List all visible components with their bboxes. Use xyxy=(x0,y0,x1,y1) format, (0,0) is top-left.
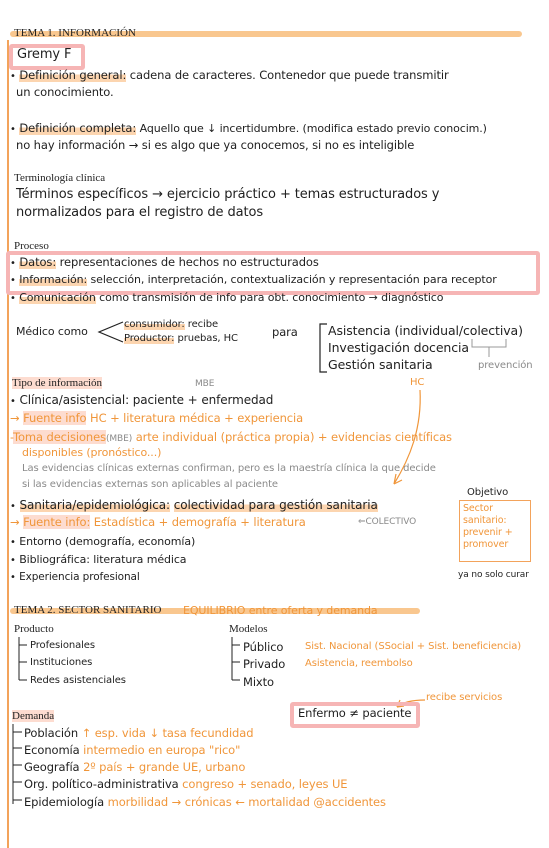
clinica-text: paciente + enfermedad xyxy=(132,393,274,407)
def-completa-text2: no hay información → si es algo que ya conocemos, si no es inteligible xyxy=(16,138,415,152)
consumidor-line xyxy=(124,319,218,330)
medico-brace-icon xyxy=(95,318,125,346)
consumidor-text: recibe xyxy=(187,319,219,330)
toma-line: -Toma decisiones(MBE) arte individual (práctica propia) + evidencias científicas xyxy=(10,430,452,444)
prevencion-arrow-icon xyxy=(470,337,510,359)
def-general-line: • Definición general: cadena de caracteres. Contenedor que puede transmitir xyxy=(10,68,449,82)
mbe-small: MBE xyxy=(195,379,215,389)
producto-title: Producto xyxy=(14,623,54,635)
toma-text2: disponibles (pronóstico...) xyxy=(22,446,162,459)
ya-no-solo-curar: ya no solo curar xyxy=(458,570,529,580)
asistencia: Asistencia (individual/colectiva) xyxy=(328,323,523,338)
toma-mbe: (MBE) xyxy=(105,434,133,444)
entorno-text: Entorno (demografía, economía) xyxy=(19,535,196,548)
medico-label: Médico como xyxy=(16,325,88,338)
publico-desc: Sist. Nacional (SSocial + Sist. beneficiencia) xyxy=(305,641,522,652)
def-general-text2: un conocimiento. xyxy=(16,85,114,99)
tipo-title: Tipo de información xyxy=(12,377,103,389)
com-line: • Comunicación como transmisión de info para obt. conocimiento → diagnóstico xyxy=(10,291,444,304)
info-text: selección, interpretación, contextualización y representación para receptor xyxy=(90,273,497,286)
fuente1-label: Fuente info xyxy=(23,411,87,425)
demanda-label-3: Org. político-administrativa xyxy=(24,777,179,791)
fuente1-line: → Fuente info HC + literatura médica + experiencia xyxy=(10,411,304,425)
toma-text: arte individual (práctica propia) + evidencias científicas xyxy=(135,430,452,444)
modelos-title: Modelos xyxy=(229,623,268,635)
producto-item-0: Profesionales xyxy=(30,640,95,651)
demanda-row-4 xyxy=(24,795,386,809)
sanitaria-text: colectividad para gestión sanitaria xyxy=(173,498,378,512)
demanda-row-2 xyxy=(24,760,245,774)
fuente2-line: → Fuente info: Estadística + demografía + literatura xyxy=(10,515,306,529)
fuente2-label: Fuente info: xyxy=(23,515,91,529)
demanda-label-4: Epidemiología xyxy=(24,795,105,809)
demanda-desc-3: congreso + senado, leyes UE xyxy=(182,777,348,791)
productor-text: pruebas, HC xyxy=(177,333,238,344)
productor-line xyxy=(124,333,238,344)
producto-tree-icon xyxy=(17,637,29,683)
demanda-row-0 xyxy=(24,726,253,740)
objetivo-box xyxy=(459,500,531,562)
objetivo-box-text: Sector sanitario: prevenir + promover xyxy=(463,503,513,550)
def-completa-text: Aquello que ↓ incertidumbre. (modifica estado previo conocim.) xyxy=(139,122,487,135)
com-text: como transmisión de info para obt. conocimiento → diagnóstico xyxy=(99,291,444,304)
terminologia-line2: normalizados para el registro de datos xyxy=(16,205,264,220)
recibe-servicios: recibe servicios xyxy=(426,692,503,703)
experiencia-line: • Experiencia profesional xyxy=(10,571,140,583)
demanda-desc-1: intermedio en europa "rico" xyxy=(83,743,241,757)
gestion: Gestión sanitaria xyxy=(328,357,433,372)
demanda-title: Demanda xyxy=(12,710,55,722)
info-line: • Información: selección, interpretación, contextualización y representación para receptor xyxy=(10,273,497,286)
info-label: Información: xyxy=(19,273,88,286)
objetivo-label: Objetivo xyxy=(467,487,509,498)
toma-label: Toma decisiones xyxy=(13,430,106,444)
datos-text: representaciones de hechos no estructurados xyxy=(59,255,319,269)
def-general-label: Definición general: xyxy=(19,68,127,82)
experiencia-text: Experiencia profesional xyxy=(19,571,140,583)
prevencion: prevención xyxy=(478,360,533,371)
entorno-line: • Entorno (demografía, economía) xyxy=(10,535,196,548)
demanda-desc-4: morbilidad → crónicas ← mortalidad @accidentes xyxy=(107,795,386,809)
tema1-title: TEMA 1. INFORMACIÓN xyxy=(14,27,136,39)
investigacion: Investigación docencia xyxy=(328,340,469,355)
com-label: Comunicación xyxy=(19,291,96,304)
producto-item-2: Redes asistenciales xyxy=(30,675,126,686)
para-bracket-icon xyxy=(318,322,328,374)
tema2-subtitle: EQUILIBRIO entre oferta y demanda xyxy=(183,604,378,617)
left-margin-line xyxy=(7,40,9,848)
demanda-label-2: Geografía xyxy=(24,760,80,774)
colectivo-text: COLECTIVO xyxy=(365,517,417,527)
sanitaria-line: • Sanitaria/epidemiológica: colectividad para gestión sanitaria xyxy=(10,498,378,512)
grey-note2: si las evidencias externas son aplicables al paciente xyxy=(22,479,278,490)
consumidor-label: consumidor: xyxy=(124,319,185,330)
enfermo-text: Enfermo ≠ paciente xyxy=(298,706,412,720)
demanda-row-3 xyxy=(24,777,347,791)
def-general-text: cadena de caracteres. Contenedor que puede transmitir xyxy=(129,68,449,82)
bibliografica-line: • Bibliográfica: literatura médica xyxy=(10,553,187,566)
demanda-desc-0: ↑ esp. vida ↓ tasa fecundidad xyxy=(81,726,254,740)
modelo-mixto: Mixto xyxy=(243,675,274,689)
fuente1-text: HC + literatura médica + experiencia xyxy=(90,411,304,425)
clinica-line: • Clínica/asistencial: paciente + enfermedad xyxy=(10,393,274,407)
grey-note1: Las evidencias clínicas externas confirman, pero es la maestría clínica la que decide xyxy=(22,463,436,474)
clinica-label: Clínica/asistencial: xyxy=(19,393,130,407)
modelo-privado: Privado xyxy=(243,657,286,671)
colectivo-label: ⇐COLECTIVO xyxy=(358,517,417,527)
demanda-tree-icon xyxy=(10,724,24,808)
terminologia-title: Terminología clínica xyxy=(14,172,106,184)
demanda-desc-2: 2º país + grande UE, urbano xyxy=(83,760,246,774)
bibliografica-text: Bibliográfica: literatura médica xyxy=(19,553,187,566)
def-completa-line: • Definición completa: Aquello que ↓ incertidumbre. (modifica estado previo conocim.) xyxy=(10,121,487,135)
def-completa-label: Definición completa: xyxy=(19,121,137,135)
sanitaria-label: Sanitaria/epidemiológica: xyxy=(19,498,170,512)
proceso-title: Proceso xyxy=(14,240,49,252)
datos-label: Datos: xyxy=(19,255,57,269)
para-label: para xyxy=(272,325,298,339)
terminologia-line1: Términos específicos → ejercicio práctico + temas estructurados y xyxy=(16,187,440,202)
producto-item-1: Instituciones xyxy=(30,657,93,668)
demanda-label-1: Economía xyxy=(24,743,80,757)
fuente2-text: Estadística + demografía + literatura xyxy=(93,515,306,529)
datos-line: • Datos: representaciones de hechos no estructurados xyxy=(10,255,319,269)
privado-desc: Asistencia, reembolso xyxy=(305,658,413,669)
productor-label: Productor: xyxy=(124,333,175,344)
hc-note: HC xyxy=(410,377,425,388)
modelo-publico: Público xyxy=(243,640,284,654)
demanda-row-1 xyxy=(24,743,240,757)
tema2-title: TEMA 2. SECTOR SANITARIO xyxy=(14,604,162,616)
modelos-tree-icon xyxy=(230,637,242,683)
author-name: Gremy F xyxy=(17,47,72,62)
demanda-label-0: Población xyxy=(24,726,79,740)
